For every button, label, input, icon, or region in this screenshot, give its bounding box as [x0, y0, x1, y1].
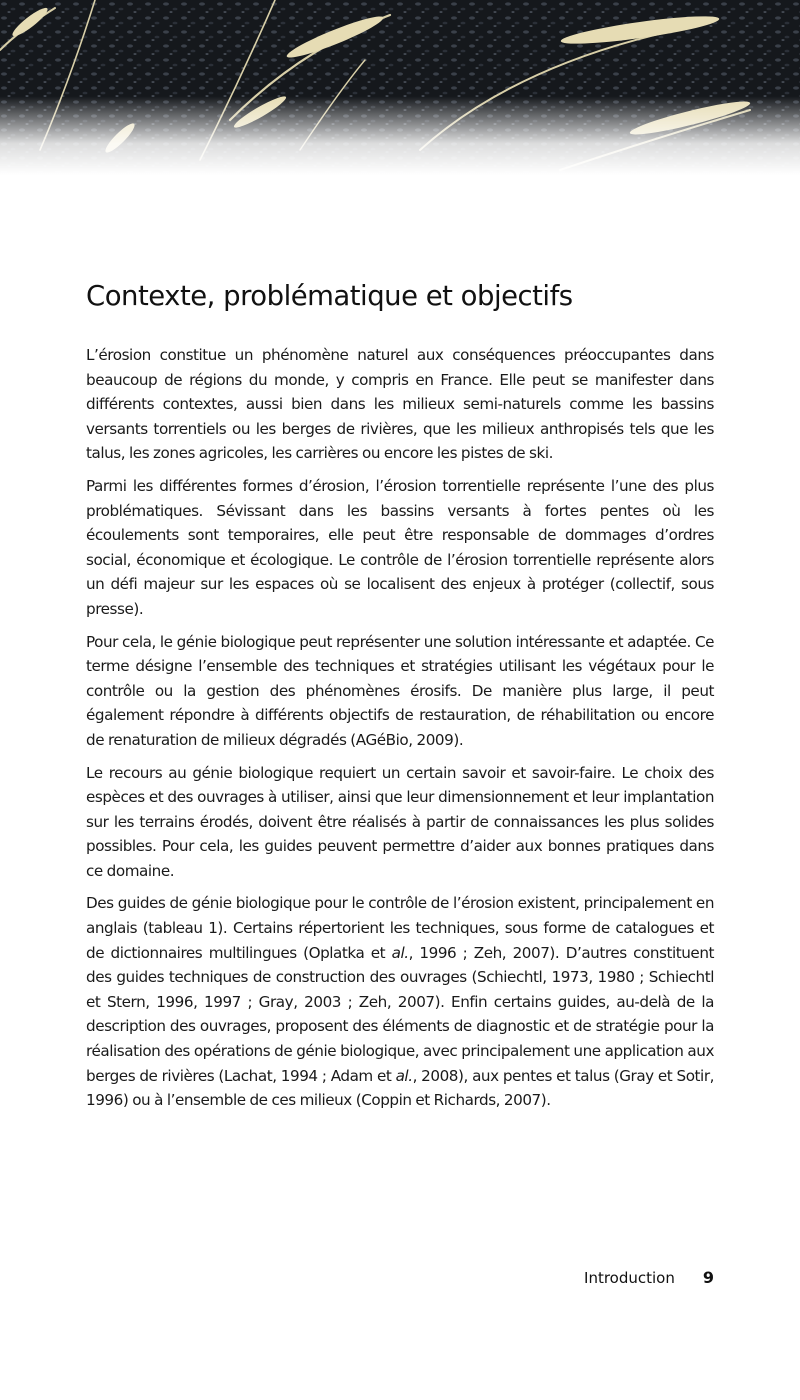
- paragraph-text-segment: al.: [395, 1066, 413, 1085]
- page-number: 9: [702, 1268, 714, 1287]
- footer-section-label: Introduction: [584, 1269, 675, 1287]
- header-banner-image: [0, 0, 800, 175]
- page-footer: [0, 1268, 714, 1287]
- paragraph-text-segment: Parmi les différentes formes d’érosion, l’érosion torrentielle représente l’une des plus problématiques. Sévissant dans les bassins versants à fortes pentes où les écoulements sont temporaires, elle peut être responsable de dommages d’ordres social, économique et écologique. Le contrôle de l’érosion torrentielle représente alors un défi majeur sur les espaces où se localisent des enjeux à protéger (collectif, sous presse).: [86, 476, 714, 618]
- paragraph-5: [86, 891, 714, 1112]
- paragraph-2: [86, 474, 714, 622]
- paragraph-text-segment: Des guides de génie biologique pour le contrôle de l’érosion existent, principalement en anglais (tableau 1). Certains répertorient les techniques, sous forme de catalogues et de dictionnaires multilingues (Oplatka et: [86, 894, 714, 962]
- paragraph-text-segment: al.: [391, 943, 409, 962]
- paragraph-text-segment: Pour cela, le génie biologique peut représenter une solution intéressante et adaptée. Ce terme désigne l’ensemble des techniques et stratégies utilisant les végétaux pour le contrôle ou la gestion des phénomènes érosifs. De manière plus large, il peut également répondre à différents objectifs de restauration, de réhabilitation ou encore de renaturation de milieux dégradés (AGéBio, 2009).: [86, 632, 714, 749]
- page-title: Contexte, problématique et objectifs: [86, 280, 573, 312]
- paragraph-4: [86, 761, 714, 884]
- paragraph-1: [86, 343, 714, 466]
- paragraph-text-segment: , 1996 ; Zeh, 2007). D’autres constituent des guides techniques de construction des ouvrages (Schiechtl, 1973, 1980 ; Schiechtl et Stern, 1996, 1997 ; Gray, 2003 ; Zeh, 2007). Enfin certains guides, au-delà de la description des ouvrages, proposent des éléments de diagnostic et de stratégie pour la réalisation des opérations de génie biologique, avec principalement une application aux berges de rivières (Lachat, 1994 ; Adam et: [86, 943, 715, 1085]
- paragraph-text-segment: L’érosion constitue un phénomène naturel aux conséquences préoccupantes dans beaucoup de régions du monde, y compris en France. Elle peut se manifester dans différents contextes, aussi bien dans les milieux semi-naturels comme les bassins versants torrentiels ou les berges de rivières, que les milieux anthropisés tels que les talus, les zones agricoles, les carrières ou encore les pistes de ski.: [86, 346, 714, 463]
- body-text: [86, 343, 714, 1121]
- paragraph-text-segment: , 2008), aux pentes et talus (Gray et Sotir, 1996) ou à l’ensemble de ces milieux (Coppin et Richards, 2007).: [86, 1066, 714, 1110]
- paragraph-3: [86, 630, 714, 753]
- paragraph-text-segment: Le recours au génie biologique requiert un certain savoir et savoir-faire. Le choix des espèces et des ouvrages à utiliser, ainsi que leur dimensionnement et leur implantation sur les terrains érodés, doivent être réalisés à partir de connaissances les plus solides possibles. Pour cela, les guides peuvent permettre d’aider aux bonnes pratiques dans ce domaine.: [86, 763, 714, 880]
